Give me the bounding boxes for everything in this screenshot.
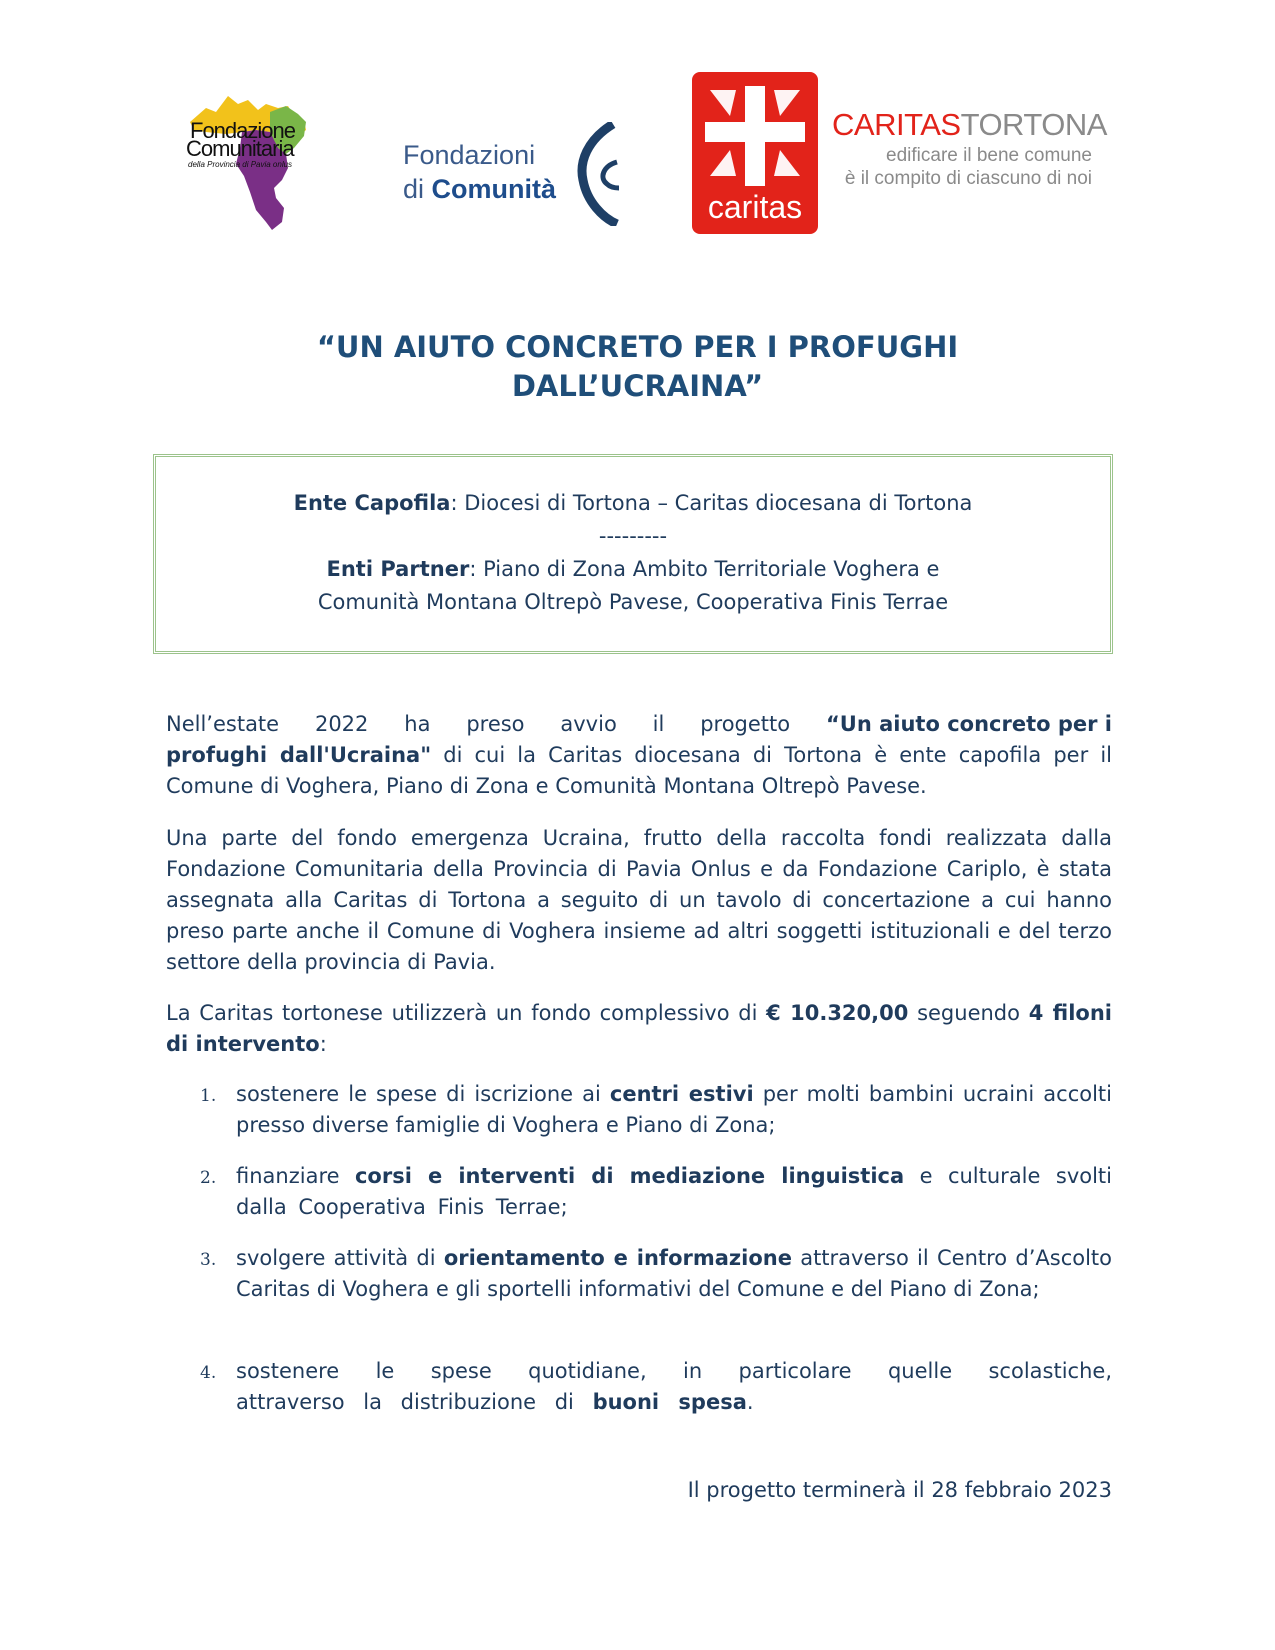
fc-logo-line3: della Provincia di Pavia onlus xyxy=(188,160,293,169)
closing-note: Il progetto terminerà il 28 febbraio 2023 xyxy=(687,1478,1112,1502)
caritas-tortona-logo xyxy=(832,106,1107,196)
list-number: 2. xyxy=(200,1168,217,1188)
list-number: 1. xyxy=(200,1086,217,1106)
title-line1: “UN AIUTO CONCRETO PER I PROFUGHI xyxy=(316,330,959,364)
partners-line2: Comunità Montana Oltrepò Pavese, Cooperativa Finis Terrae xyxy=(317,590,949,614)
partners-line1: Enti Partner: Piano di Zona Ambito Territoriale Voghera e xyxy=(326,557,940,581)
paragraph-2: Una parte del fondo emergenza Ucraina, frutto della raccolta fondi realizzata dalla Fondazione Comunitaria della Provincia di Pavia Onlus e da Fondazione Cariplo, è stata assegnata alla Caritas di Tortona a seguito di un tavolo di concertazione a cui hanno preso parte anche il Comune di Voghera insieme ad altri soggetti istituzionali e del terzo settore della provincia di Pavia. xyxy=(166,826,1112,974)
list-number: 4. xyxy=(200,1363,217,1383)
separator: --------- xyxy=(598,524,668,548)
caritas-tortona-tagline2: è il compito di ciascuno di noi xyxy=(844,168,1092,189)
fdc-logo-line1: Fondazioni xyxy=(403,140,536,170)
lead-entity: Ente Capofila: Diocesi di Tortona – Caritas diocesana di Tortona xyxy=(293,491,973,515)
title-line2: DALL’UCRAINA” xyxy=(511,369,764,403)
caritas-cross-icon xyxy=(692,76,818,202)
paragraph-3: La Caritas tortonese utilizzerà un fondo complessivo di € 10.320,00 seguendo 4 filoni di intervento: xyxy=(166,1001,1113,1056)
fdc-logo-line2: di Comunità xyxy=(403,174,557,204)
fdc-mark-icon xyxy=(573,122,623,226)
page-title xyxy=(140,328,1135,406)
caritas-tortona-tagline1: edificare il bene comune xyxy=(886,145,1092,166)
list-number: 3. xyxy=(200,1250,217,1270)
fondazione-comunitaria-logo xyxy=(186,92,326,232)
fc-logo-line2: Comunitaria xyxy=(186,136,294,161)
caritas-tortona-name: CARITASTORTONA xyxy=(832,107,1107,142)
caritas-logo xyxy=(692,72,818,234)
fc-logo-line1: Fondazione xyxy=(190,118,295,143)
paragraph-1: Nell’estate 2022 ha preso avvio il progetto “Un aiuto concreto per i profughi dall'Ucraina" di cui la Caritas diocesana di Tortona è ente capofila per il Comune di Voghera, Piano di Zona e Comunità Montana Oltrepò Pavese. xyxy=(166,712,1112,798)
fondazioni-di-comunita-logo xyxy=(403,122,623,226)
caritas-wordmark: caritas xyxy=(707,189,803,225)
partners-box xyxy=(153,454,1113,654)
